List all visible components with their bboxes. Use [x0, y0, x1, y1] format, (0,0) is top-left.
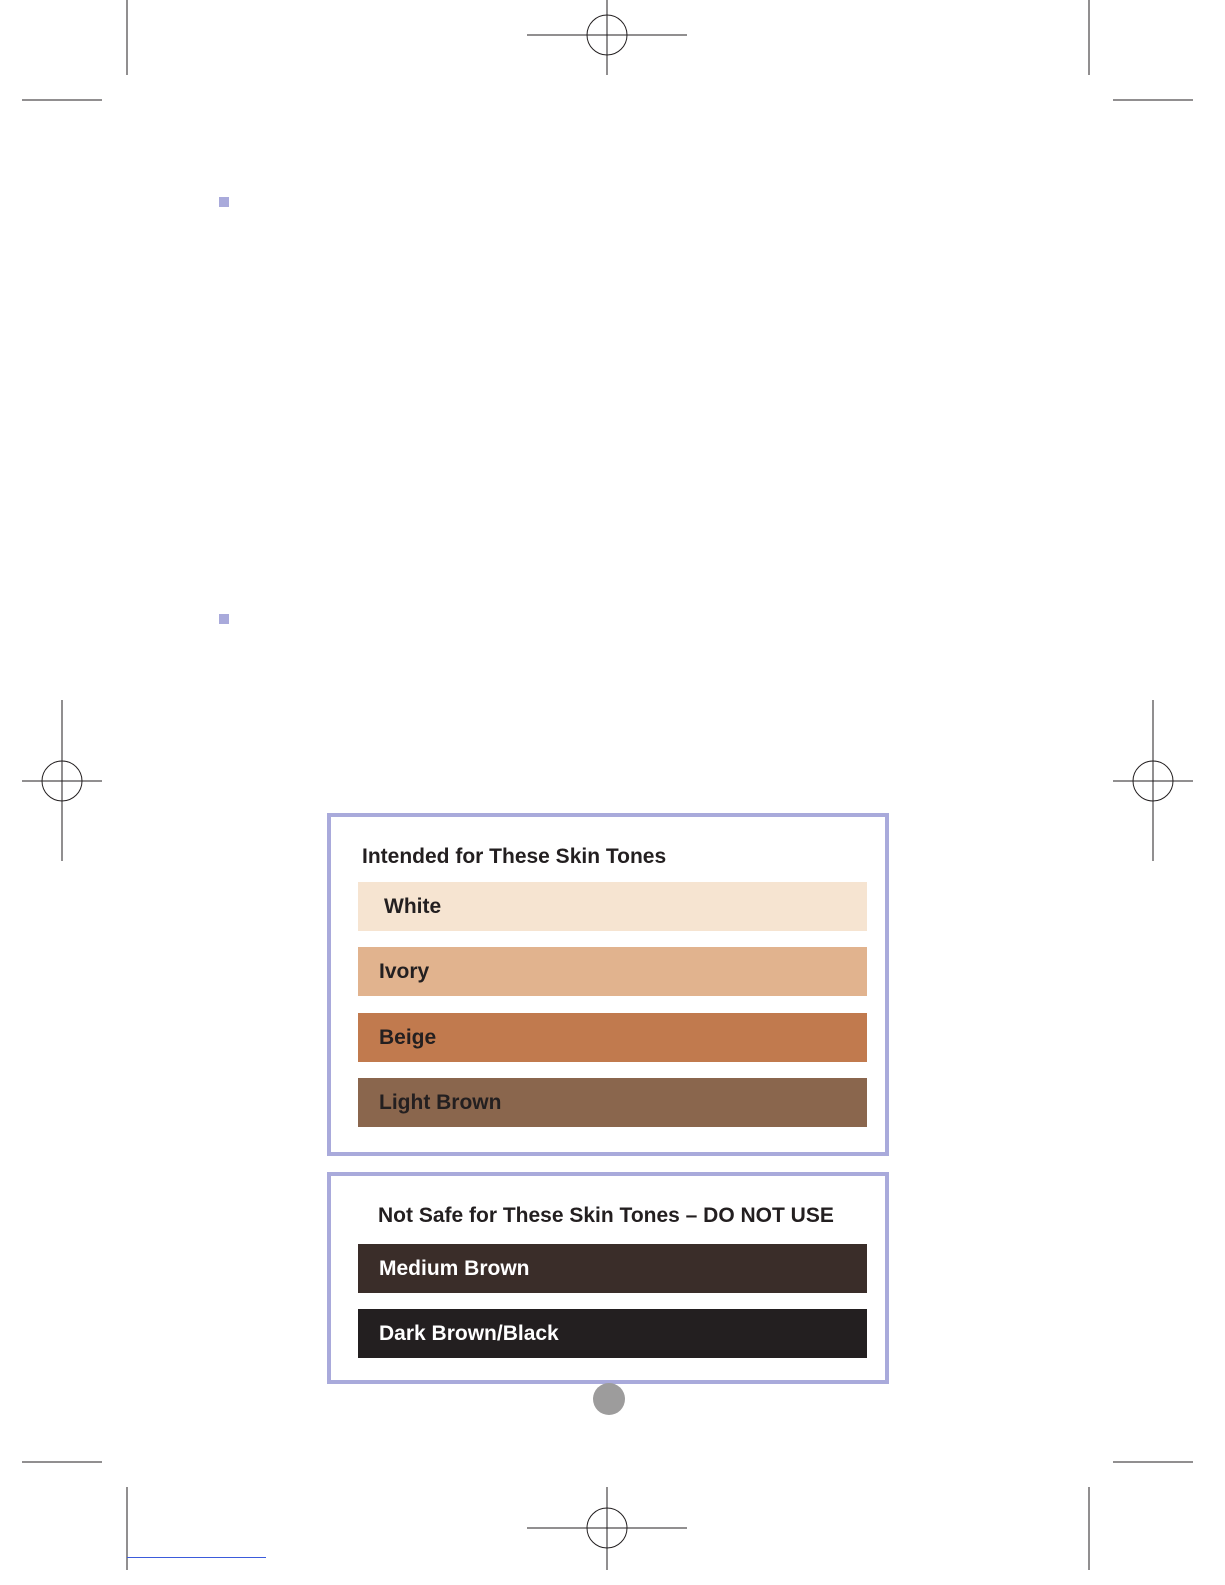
- registration-mark-left: [22, 700, 102, 861]
- skin-tone-swatch-beige: [358, 1013, 867, 1062]
- unsafe-skin-tones-panel: [327, 1172, 889, 1384]
- skin-tone-label: Medium Brown: [379, 1256, 530, 1280]
- bullet-marker: [219, 614, 229, 624]
- intended-panel-title: Intended for These Skin Tones: [362, 845, 667, 868]
- skin-tone-label: Beige: [379, 1025, 437, 1049]
- skin-tone-label: White: [384, 894, 442, 918]
- skin-tone-label: Ivory: [379, 959, 430, 983]
- registration-mark-right: [1113, 700, 1193, 861]
- page-number-marker: [593, 1383, 625, 1415]
- skin-tone-swatch-ivory: [358, 947, 867, 996]
- skin-tone-swatch-medium-brown: [358, 1244, 867, 1293]
- skin-tone-label: Light Brown: [379, 1090, 502, 1114]
- skin-tone-label: Dark Brown/Black: [379, 1321, 559, 1345]
- skin-tone-swatch-white: [358, 882, 867, 931]
- bullet-marker: [219, 197, 229, 207]
- intended-skin-tones-panel: [327, 813, 889, 1156]
- registration-mark-top: [527, 0, 687, 75]
- skin-tone-swatch-dark-brown-black: [358, 1309, 867, 1358]
- unsafe-panel-title: Not Safe for These Skin Tones – DO NOT USE: [378, 1204, 834, 1227]
- divider-line: [127, 1557, 266, 1558]
- skin-tone-swatch-light-brown: [358, 1078, 867, 1127]
- registration-mark-bottom: [527, 1487, 687, 1570]
